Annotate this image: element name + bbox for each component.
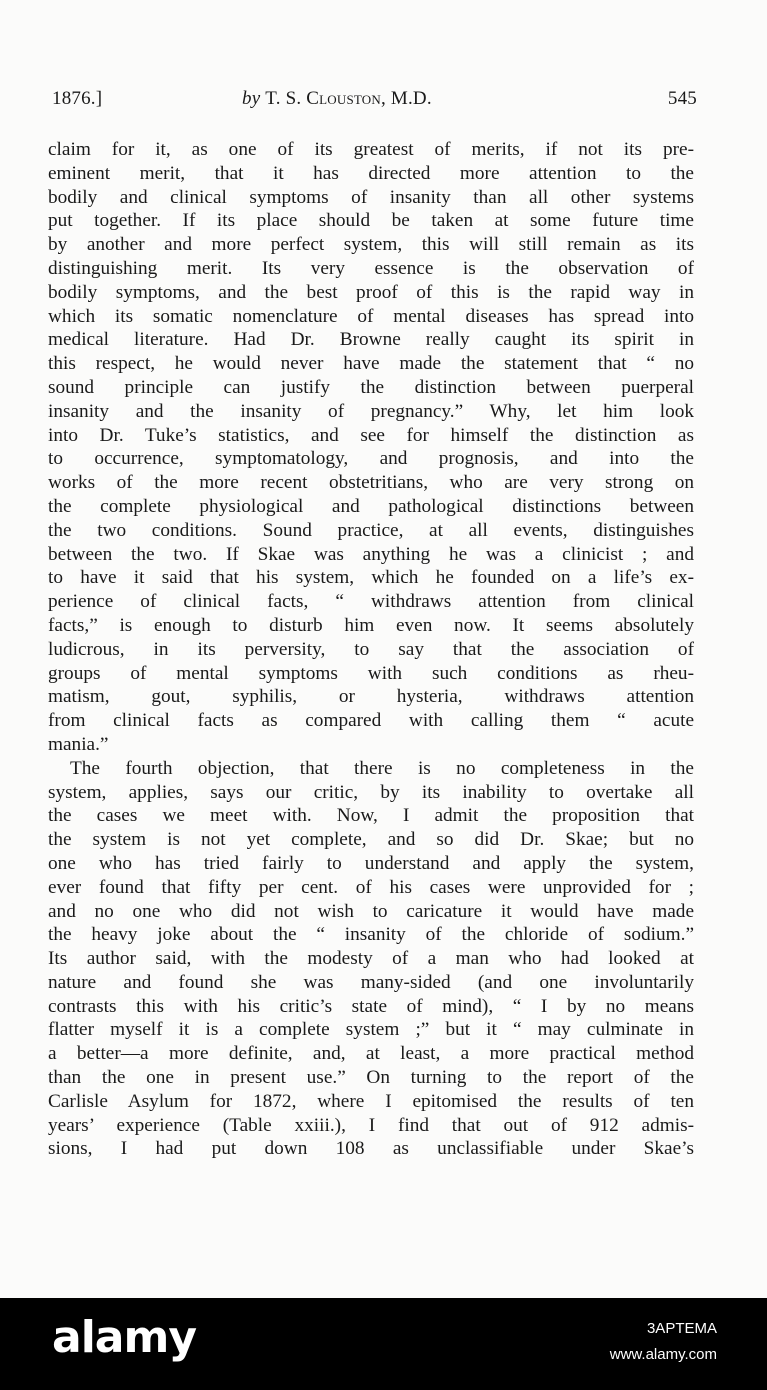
text-line: contrasts this with his critic’s state of mind), “ I by no means [48, 995, 694, 1017]
image-id: 3APTEMA [646, 1320, 717, 1337]
text-line: between the two. If Skae was anything he was a clinicist ; and [48, 543, 694, 565]
watermark-banner [0, 1298, 767, 1390]
text-line: insanity and the insanity of pregnancy.” Why, let him look [48, 400, 694, 422]
text-line: claim for it, as one of its greatest of merits, if not its pre- [48, 139, 694, 160]
text-line: to have it said that his system, which he founded on a life’s ex- [48, 567, 694, 589]
text-line: sound principle can justify the distinction between puerperal [48, 376, 694, 398]
text-line: the heavy joke about the “ insanity of the chloride of sodium.” [48, 924, 694, 946]
text-line: matism, gout, syphilis, or hysteria, withdraws attention [48, 686, 694, 708]
text-line: the cases we meet with. Now, I admit the proposition that [48, 805, 694, 827]
site-url: www.alamy.com [609, 1346, 717, 1363]
header-year: 1876.] [52, 88, 103, 109]
text-line: mania.” [48, 733, 109, 755]
text-line: distinguishing merit. Its very essence is the observation of [48, 257, 694, 279]
text-line: from clinical facts as compared with calling them “ acute [48, 710, 694, 732]
header-author-name: T. S. Clouston, M.D. [265, 88, 432, 109]
text-line: by another and more perfect system, this will still remain as its [48, 234, 694, 256]
text-line: ludicrous, in its perversity, to say that the association of [48, 638, 694, 660]
page-number: 545 [667, 88, 697, 109]
text-line: the two conditions. Sound practice, at all events, distinguishes [48, 519, 694, 541]
text-line: a better—a more definite, and, at least, a more practical method [48, 1043, 694, 1065]
text-line: works of the more recent obstetritians, who are very strong on [48, 472, 694, 494]
text-line: nature and found she was many-sided (and one involuntarily [48, 971, 694, 993]
running-head [52, 88, 697, 116]
header-author-prefix: by [242, 88, 261, 109]
text-line: eminent merit, that it has directed more attention to the [48, 162, 694, 184]
text-line: perience of clinical facts, “ withdraws attention from clinical [48, 591, 694, 613]
text-line: sions, I had put down 108 as unclassifiable under Skae’s [48, 1138, 694, 1160]
text-line: put together. If its place should be taken at some future time [48, 210, 694, 232]
text-line: flatter myself it is a complete system ;” but it “ may culminate in [48, 1019, 694, 1041]
text-line: Its author said, with the modesty of a man who had looked at [48, 948, 694, 970]
text-line: bodily and clinical symptoms of insanity than all other systems [48, 186, 694, 208]
text-line: groups of mental symptoms with such conditions as rheu- [48, 662, 694, 684]
text-line: medical literature. Had Dr. Browne really caught its spirit in [48, 329, 694, 351]
text-line: Carlisle Asylum for 1872, where I epitomised the results of ten [48, 1090, 694, 1112]
text-line: facts,” is enough to disturb him even now. It seems absolutely [48, 614, 694, 636]
text-line: bodily symptoms, and the best proof of this is the rapid way in [48, 281, 694, 303]
text-line: into Dr. Tuke’s statistics, and see for himself the distinction as [48, 424, 694, 446]
text-line: than the one in present use.” On turning to the report of the [48, 1067, 694, 1089]
text-line: which its somatic nomenclature of mental diseases has spread into [48, 305, 694, 327]
body-text [48, 138, 694, 1161]
text-line: the system is not yet complete, and so did Dr. Skae; but no [48, 829, 694, 851]
text-line: The fourth objection, that there is no completeness in the [70, 757, 694, 779]
text-line: the complete physiological and pathological distinctions between [48, 495, 694, 517]
alamy-logo: alamy [52, 1312, 196, 1363]
header-author [242, 88, 432, 110]
text-line: this respect, he would never have made the statement that “ no [48, 353, 694, 375]
text-line: years’ experience (Table xxiii.), I find that out of 912 admis- [48, 1114, 694, 1136]
text-line: and no one who did not wish to caricature it would have made [48, 900, 694, 922]
text-line: one who has tried fairly to understand and apply the system, [48, 852, 694, 874]
text-line: ever found that fifty per cent. of his cases were unprovided for ; [48, 876, 694, 898]
text-line: to occurrence, symptomatology, and prognosis, and into the [48, 448, 694, 470]
text-line: system, applies, says our critic, by its inability to overtake all [48, 781, 694, 803]
